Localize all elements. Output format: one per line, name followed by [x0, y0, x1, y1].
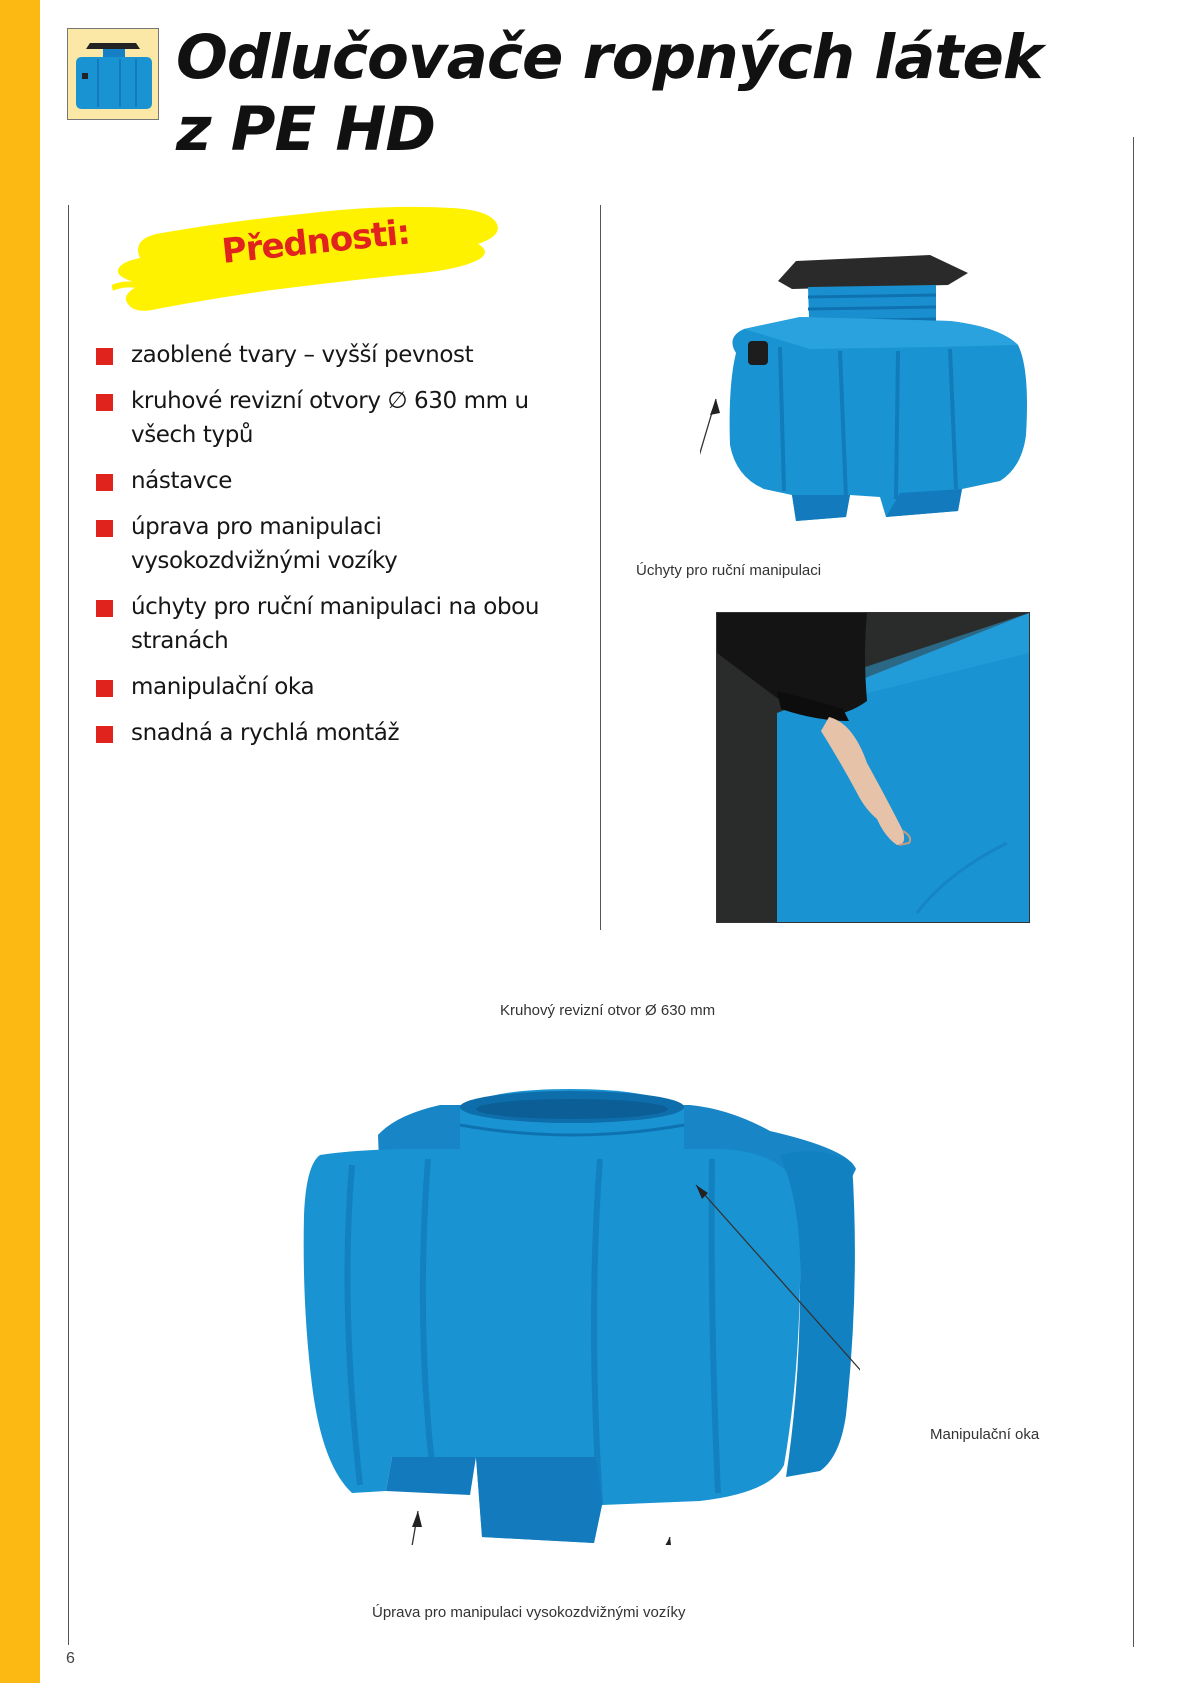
feature-item: snadná a rychlá montáž [96, 716, 576, 750]
tank-main-image [300, 1085, 860, 1545]
bullet-square-icon [96, 520, 113, 537]
tank-top-view-image [700, 235, 1040, 545]
feature-item: manipulační oka [96, 670, 576, 704]
feature-item: úprava pro manipulaci vysokozdvižnými vozíky [96, 510, 576, 578]
caption-eyes: Manipulační oka [930, 1426, 1040, 1443]
page-number: 6 [66, 1650, 75, 1667]
bullet-square-icon [96, 726, 113, 743]
handle-photo [716, 612, 1030, 923]
thumbnail-image [67, 28, 159, 120]
title-line-2: z PE HD [176, 94, 436, 165]
bullet-square-icon [96, 600, 113, 617]
bullet-square-icon [96, 394, 113, 411]
middle-divider-line [600, 205, 601, 930]
feature-item: úchyty pro ruční manipulaci na obou stranách [96, 590, 576, 658]
left-frame-line [68, 205, 69, 1645]
feature-item: kruhové revizní otvory ∅ 630 mm u všech typů [96, 384, 576, 452]
feature-item: nástavce [96, 464, 576, 498]
right-frame-line [1133, 137, 1134, 1647]
feature-list [96, 338, 576, 762]
bullet-square-icon [96, 474, 113, 491]
caption-forklift: Úprava pro manipulaci vysokozdvižnými vozíky [372, 1604, 686, 1621]
caption-handles: Úchyty pro ruční manipulaci [636, 562, 822, 579]
bullet-square-icon [96, 348, 113, 365]
page-title [176, 22, 1042, 166]
side-stripe [0, 0, 40, 1683]
feature-item: zaoblené tvary – vyšší pevnost [96, 338, 576, 372]
bullet-square-icon [96, 680, 113, 697]
caption-opening: Kruhový revizní otvor Ø 630 mm [500, 1002, 716, 1019]
title-line-1: Odlučovače ropných látek [176, 22, 1043, 93]
badge-label: Přednosti: [219, 212, 412, 272]
